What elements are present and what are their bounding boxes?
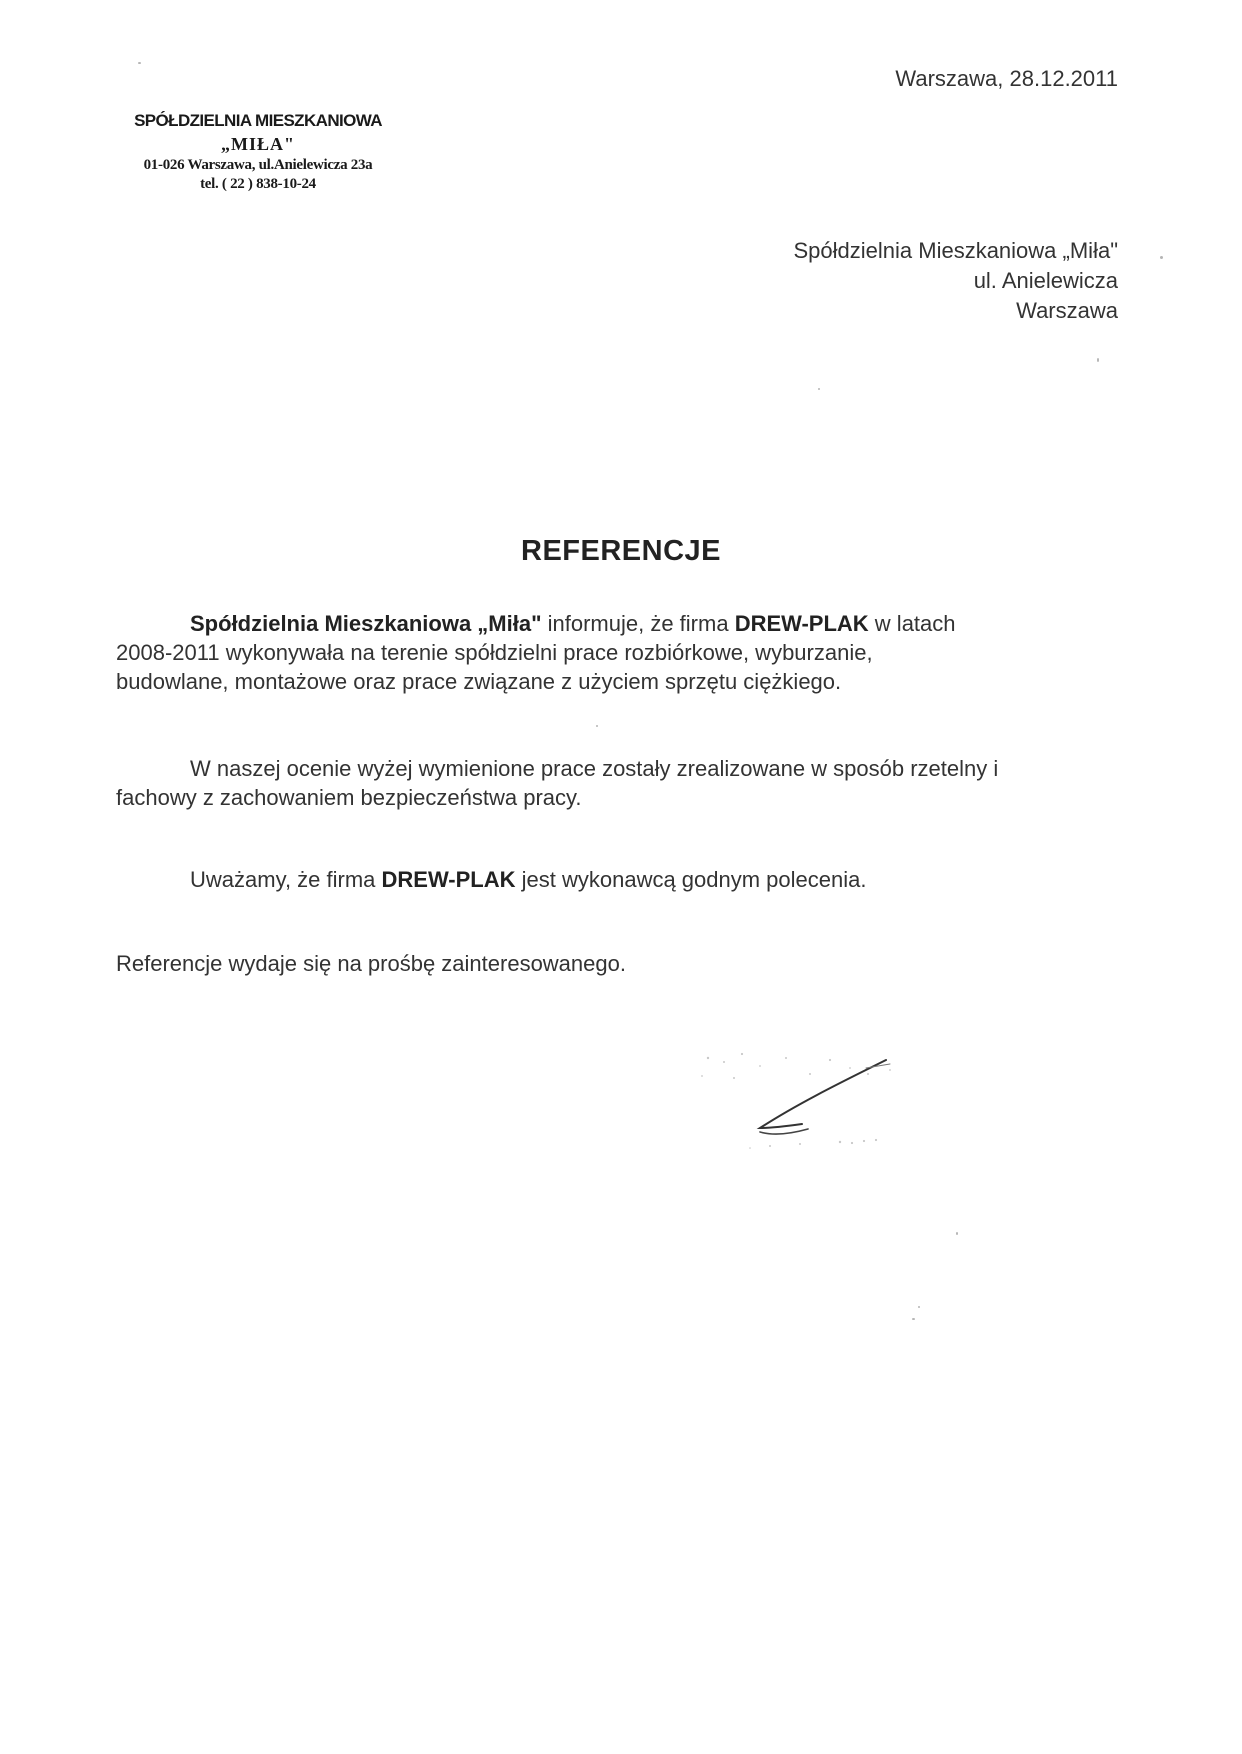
paragraph-1-line-3: budowlane, montażowe oraz prace związane z użyciem sprzętu ciężkiego. (116, 669, 842, 694)
stamp-phone-line: tel. ( 22 ) 838-10-24 (200, 176, 316, 192)
scan-speck (596, 725, 598, 727)
paragraph-1-text-b: w latach (868, 611, 956, 636)
scan-speck (1097, 358, 1099, 362)
recipient-line-2: ul. Anielewicza (973, 268, 1118, 293)
paragraph-4: Referencje wydaje się na prośbę zainteresowanego. (116, 951, 626, 976)
letterhead-stamp (108, 110, 408, 194)
letter-date: Warszawa, 28.12.2011 (895, 66, 1118, 91)
scan-speck (956, 1232, 958, 1235)
paragraph-3-text-a: Uważamy, że firma (190, 867, 382, 892)
document-title: REFERENCJE (521, 535, 721, 567)
stamp-address-line: 01-026 Warszawa, ul.Anielewicza 23a (143, 157, 373, 173)
scan-speck (912, 1318, 915, 1320)
paragraph-1-bold-org: Spółdzielnia Mieszkaniowa „Miła" (190, 611, 542, 636)
recipient-line-1: Spółdzielnia Mieszkaniowa „Miła" (793, 238, 1118, 263)
recipient-line-3: Warszawa (1016, 298, 1118, 323)
paragraph-1-bold-company: DREW-PLAK (734, 611, 869, 636)
recipient-address (794, 236, 1119, 326)
scan-speck (138, 62, 141, 64)
paragraph-3-text-b: jest wykonawcą godnym polecenia. (515, 867, 867, 892)
paragraph-3 (116, 865, 1116, 894)
scan-speck (818, 388, 820, 390)
paragraph-1-text-a: informuje, że firma (541, 611, 735, 636)
paragraph-1 (116, 609, 1116, 696)
paragraph-2 (116, 754, 1116, 812)
scan-speck (918, 1306, 920, 1308)
paragraph-1-line-2: 2008-2011 wykonywała na terenie spółdzielni prace rozbiórkowe, wyburzanie, (116, 640, 873, 665)
handwritten-signature-icon (690, 1040, 950, 1170)
stamp-org-line: SPÓŁDZIELNIA MIESZKANIOWA (134, 111, 382, 130)
paragraph-2-line-2: fachowy z zachowaniem bezpieczeństwa pracy. (116, 785, 582, 810)
scan-speck (1160, 256, 1163, 259)
stamp-name-line: „MIŁA" (221, 134, 295, 154)
paragraph-2-line-1-text: W naszej ocenie wyżej wymienione prace zostały zrealizowane w sposób rzetelny i (190, 756, 999, 781)
paragraph-1-line-1 (116, 609, 1116, 638)
paragraph-2-line-1 (116, 754, 1116, 783)
paragraph-3-bold-company: DREW-PLAK (381, 867, 516, 892)
